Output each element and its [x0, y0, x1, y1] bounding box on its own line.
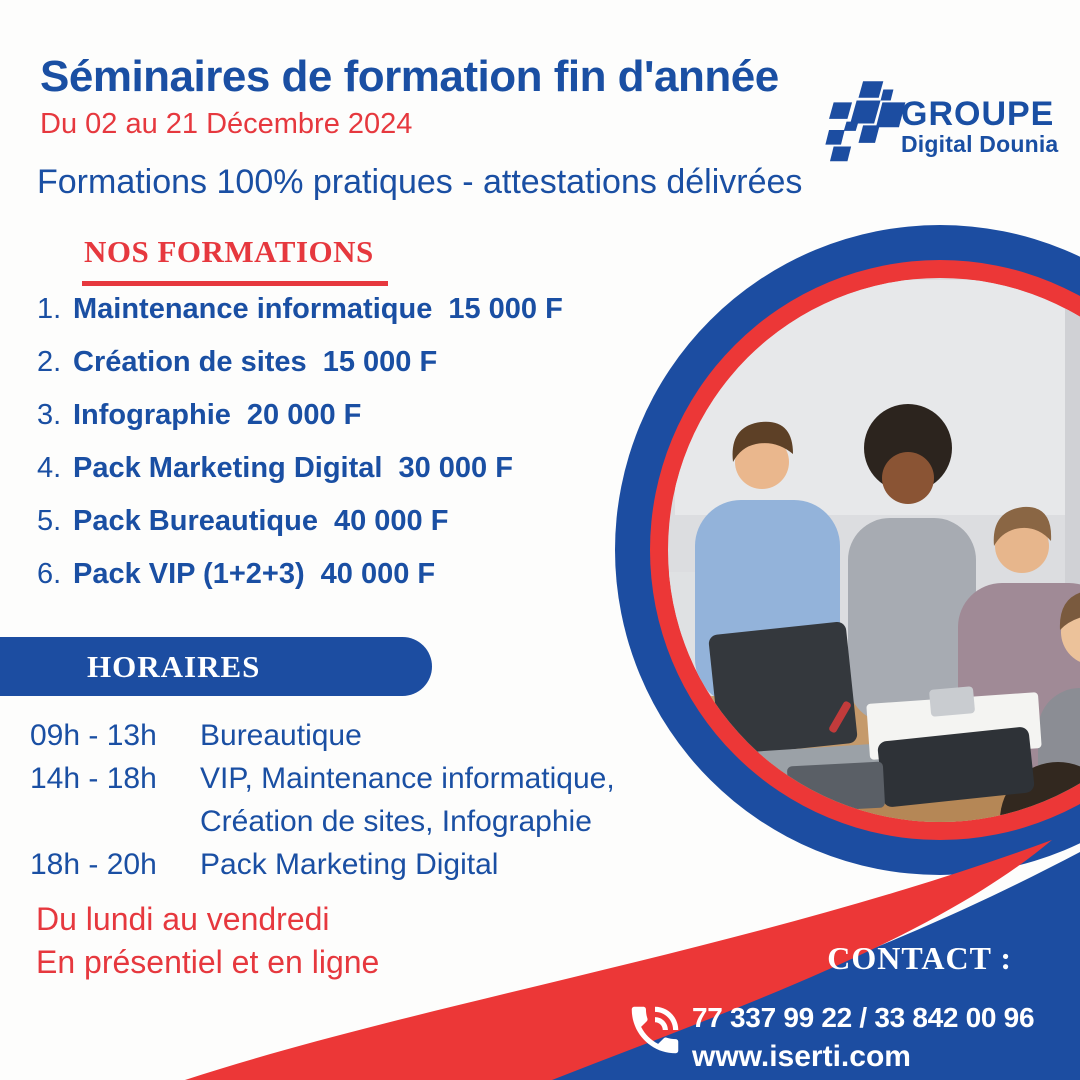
item-name: Maintenance informatique	[73, 293, 433, 325]
schedule-row	[30, 762, 615, 805]
page-title: Séminaires de formation fin d'année	[40, 52, 779, 101]
list-item	[37, 558, 563, 611]
item-price: 20 000 F	[246, 399, 362, 431]
phone-numbers: 77 337 99 22 / 33 842 00 96	[692, 1002, 1035, 1033]
item-price: 30 000 F	[398, 452, 513, 484]
logo	[901, 97, 1058, 156]
item-number: 3.	[37, 399, 62, 431]
item-number: 1.	[37, 293, 62, 325]
contact-heading: CONTACT :	[827, 940, 1012, 976]
item-price: 15 000 F	[322, 346, 438, 378]
item-name: Pack Marketing Digital	[73, 452, 383, 484]
schedule-courses: VIP, Maintenance informatique,	[200, 762, 615, 795]
item-name: Création de sites	[73, 346, 307, 378]
item-number: 6.	[37, 558, 62, 590]
list-item	[37, 346, 563, 399]
formations-list	[37, 293, 563, 611]
list-item	[37, 505, 563, 558]
item-price: 15 000 F	[448, 293, 563, 325]
item-name: Pack VIP (1+2+3)	[73, 558, 305, 590]
item-number: 5.	[37, 505, 62, 537]
schedule-time: 18h - 20h	[30, 848, 157, 881]
tagline: Formations 100% pratiques - attestations délivrées	[37, 163, 803, 201]
logo-mosaic-icon	[818, 72, 910, 164]
horaires-heading: HORAIRES	[87, 649, 261, 684]
note-mode: En présentiel et en ligne	[36, 944, 380, 980]
list-item	[37, 452, 563, 505]
item-price: 40 000 F	[320, 558, 436, 590]
date-range: Du 02 au 21 Décembre 2024	[40, 108, 413, 140]
schedule-time: 14h - 18h	[30, 762, 157, 795]
note-days: Du lundi au vendredi	[36, 901, 330, 937]
schedule-courses: Création de sites, Infographie	[200, 805, 592, 838]
schedule-courses: Bureautique	[200, 719, 362, 752]
item-name: Pack Bureautique	[73, 505, 318, 537]
website-url: www.iserti.com	[692, 1040, 911, 1073]
horaires-banner	[0, 637, 432, 696]
item-number: 4.	[37, 452, 62, 484]
formations-heading: NOS FORMATIONS	[84, 234, 374, 269]
formations-heading-underline	[82, 281, 388, 286]
item-name: Infographie	[73, 399, 231, 431]
schedule-courses: Pack Marketing Digital	[200, 848, 499, 881]
item-price: 40 000 F	[333, 505, 449, 537]
schedule-row	[30, 719, 615, 762]
item-number: 2.	[37, 346, 62, 378]
schedule	[30, 719, 615, 891]
logo-name-line1: GROUPE	[901, 95, 1055, 133]
phone-icon	[624, 999, 686, 1061]
schedule-row	[30, 848, 615, 891]
schedule-time: 09h - 13h	[30, 719, 157, 752]
logo-name-line2: Digital Dounia	[901, 131, 1059, 157]
schedule-row	[30, 805, 615, 848]
list-item	[37, 399, 563, 452]
list-item	[37, 293, 563, 346]
